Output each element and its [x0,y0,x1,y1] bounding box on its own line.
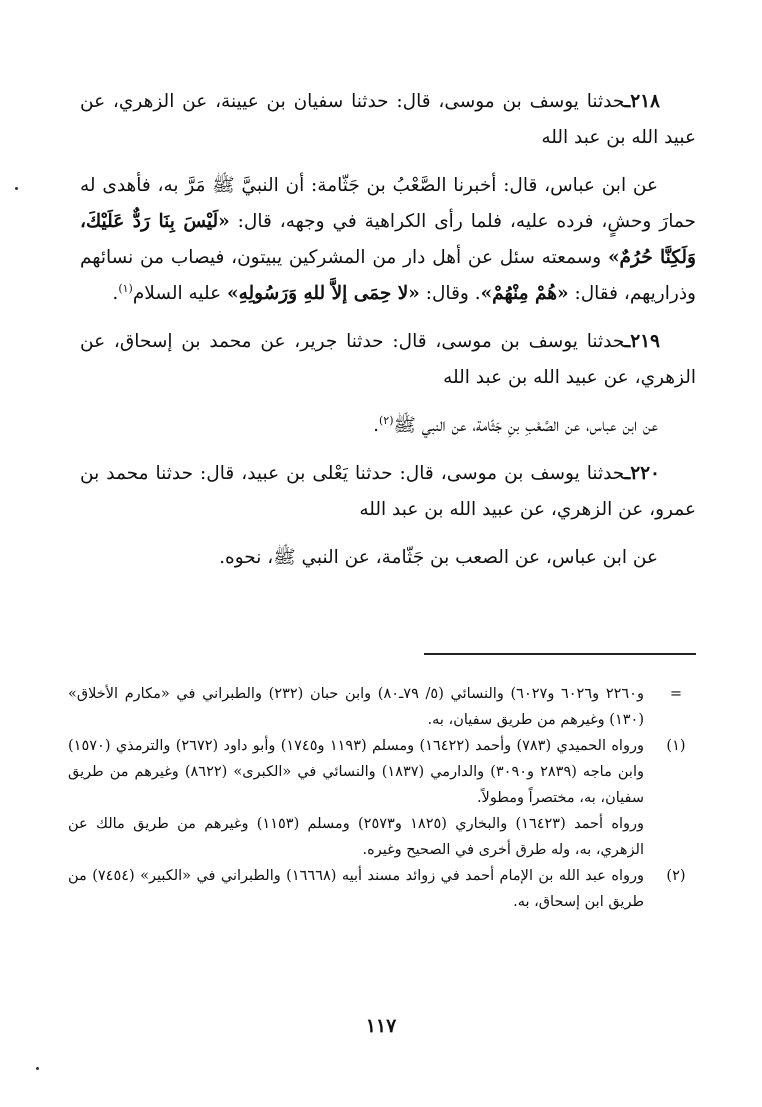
footnote-continuation-text: و٢٢٦٠ و٦٠٢٦ و٦٠٢٧) والنسائي (٥/ ٧٩ـ٨٠) وابن حبان (٢٣٢) والطبراني في «مكارم الأخلاق» (١٣٠) وغيرهم من طريق سفيان، به. [68,686,644,728]
hadith-219-isnad [80,324,696,396]
footnote-2-marker: (٢) [666,868,686,884]
hadith-218-isnad-text: حدثنا يوسف بن موسى، قال: حدثنا سفيان بن عيينة، عن الزهري، عن عبيد الله بن عبد الله [80,91,696,148]
footnote-continuation-marker: = [669,686,683,702]
footnote-2-para-1: ورواه عبد الله بن الإمام أحمد في زوائد مسند أبيه (١٦٦٦٨) والطبراني في «الكبير» (٧٤٥٤) من طريق ابن إسحاق، به. [68,868,644,910]
footnote-continuation [68,681,696,733]
hadith-218-quote-2: «هُمْ مِنْهُمْ» [480,283,569,304]
footnote-2 [68,863,696,915]
hadith-219-text [80,408,696,444]
hadith-219-end: . [373,415,379,436]
hadith-218-text-c: . وقال: [419,283,481,304]
main-text [80,84,696,576]
hadith-218-text-b: وسمعته سئل عن أهل دار من المشركين يبيتون، فيصاب من نسائهم وذراريهم، فقال: [80,247,696,304]
footnote-1-marker: (١) [666,738,686,754]
footnote-divider [424,653,696,655]
footnote-ref-2[interactable]: (٢) [379,413,394,427]
footnote-ref-1[interactable]: (١) [118,281,133,295]
hadith-220-number: ٢٢٠ـ [624,463,660,484]
hadith-218-text-d: عليه السلام [132,283,228,304]
hadith-218-number: ٢١٨ـ [624,91,660,112]
hadith-218-text-a: عن ابن عباس، قال: أخبرنا الصَّعْبُ بن جَثّامة: أن النبيَّ ﷺ مَرَّ به، فأهدى له حمارَ وحشٍ، فرده عليه، فلما رأى الكراهية في وجهه، قال: [80,175,696,232]
hadith-220-isnad [80,456,696,528]
hadith-220-isnad-text: حدثنا يوسف بن موسى، قال: حدثنا يَعْلى بن عبيد، قال: حدثنا محمد بن عمرو، عن الزهري، عن عبيد الله بن عبد الله [80,463,696,520]
hadith-219-isnad-text: حدثنا يوسف بن موسى، قال: حدثنا جرير، عن محمد بن إسحاق، عن الزهري، عن عبيد الله بن عبد الله [80,331,696,388]
margin-dot [15,187,18,190]
footnote-1-para-2: ورواه أحمد (١٦٤٢٣) والبخاري (١٨٢٥ و٢٥٧٣) ومسلم (١١٥٣) وغيرهم من طريق مالك عن الزهري، به، وله طرق أخرى في الصحيح وغيره. [68,816,644,858]
hadith-218-quote-3: «لا حِمَى إلاَّ للهِ وَرَسُولِهِ» [227,283,420,304]
footnote-1 [68,733,696,863]
hadith-219-number: ٢١٩ـ [624,331,660,352]
hadith-220-text: عن ابن عباس، عن الصعب بن جَثّامة، عن النبي ﷺ، نحوه. [219,547,658,568]
footnote-1-para-1: ورواه الحميدي (٧٨٣) وأحمد (١٦٤٢٢) ومسلم (١١٩٣ و١٧٤٥) وأبو داود (٢٦٧٢) والترمذي (١٥٧٠) وابن ماجه (٢٨٣٩ و٣٠٩٠) والدارمي (١٨٣٧) والنسائي في «الكبرى» (٨٦٢٢) وغيرهم من طريق سفيان، به، مختصراً ومطولاً. [68,738,644,806]
hadith-218-isnad [80,84,696,156]
footnotes [68,681,696,915]
hadith-218-quote-1: «لَيْسَ بِنَا رَدٌّ عَلَيْكَ، وَلَكِنَّا حُرُمٌ» [80,211,696,268]
margin-dot [36,1067,39,1070]
hadith-218-text [80,168,696,312]
hadith-219-text-body: عن ابن عباس، عن الصَّعْبِ بنِ جَثّامة، عن النبي ﷺ [393,415,658,436]
hadith-218-end: . [112,283,119,304]
page-number: ١١٧ [365,1015,397,1037]
